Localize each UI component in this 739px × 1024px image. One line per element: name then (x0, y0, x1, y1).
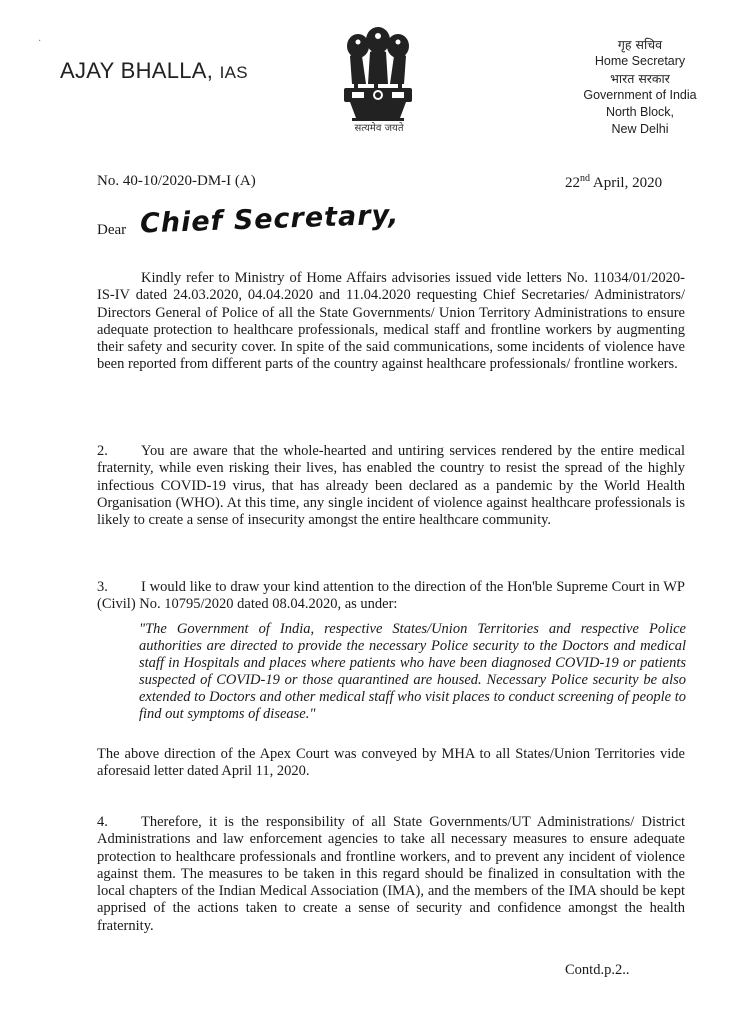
office-line-title: Home Secretary (594, 54, 686, 68)
paragraph-4-text: Therefore, it is the responsibility of all State Governments/UT Administrations/ District Administrations and law enforcement agencies to take all necessary measures to ensure adequate protection to healthcare professionals and frontline workers, and to prevent any incident of violence against them. The measures to be taken in this regard should be finalized in consultation with the local chapters of the Indian Medical Association (IMA), and the members of the IMA should be kept apprised of the actions taken to create a sense of security and confidence amongst the health fraternity. (97, 814, 685, 934)
paragraph-3-text: I would like to draw your kind attention to the direction of the Hon'ble Supreme Court in WP (Civil) No. 10795/2020 dated 08.04.2020, as under: (97, 579, 685, 613)
paragraph-4-number: 4. (97, 814, 108, 830)
paragraph-2-text: You are aware that the whole-hearted and untiring services rendered by the entire medical fraternity, while even risking their lives, has enabled the country to resist the spread of the highly infectious COVID-19 virus, that has already been declared as a pandemic by the World Health Organisation (WHO). At this time, any single incident of violence against healthcare professionals is likely to create a sense of insecurity amongst the entire healthcare community. (97, 443, 685, 529)
paragraph-2 (97, 443, 685, 529)
office-line-building: North Block, (605, 105, 675, 119)
handwritten-addressee: Chief Secretary, (139, 199, 400, 240)
date-suffix: nd (580, 173, 590, 184)
reference-number: No. 40-10/2020-DM-I (A) (97, 173, 256, 189)
office-line-govt: Government of India (583, 88, 697, 102)
sender-suffix: IAS (219, 63, 248, 82)
court-direction-quote: "The Government of India, respective States/Union Territories and respective Police authorities are directed to provide the necessary Police security to the Doctors and medical staff in Hospitals and places where patients who have been diagnosed COVID-19 or patients suspected of COVID-19 or those quarantined are housed. Necessary Police security be also extended to Doctors and other medical staff who visit places to conduct screening of people to find out symptoms of disease." (139, 621, 686, 723)
letter-date (565, 173, 662, 192)
paragraph-3 (97, 579, 685, 614)
paragraph-3-continuation: The above direction of the Apex Court was conveyed by MHA to all States/Union Territories vide aforesaid letter dated April 11, 2020. (97, 746, 685, 780)
date-day: 22 (565, 175, 580, 191)
paragraph-3-number: 3. (97, 579, 108, 595)
office-address-block (560, 36, 720, 138)
corner-mark: · (38, 36, 42, 47)
office-line-city: New Delhi (611, 122, 669, 136)
date-rest: April, 2020 (590, 175, 663, 191)
sender-name-text: AJAY BHALLA, (60, 58, 214, 83)
emblem-motto: सत्यमेव जयते (354, 123, 404, 134)
office-line-hindi-title: गृह सचिव (617, 37, 663, 52)
paragraph-4 (97, 814, 685, 935)
paragraph-2-number: 2. (97, 443, 108, 459)
salutation: Dear (97, 222, 127, 238)
continued-marker: Contd.p.2.. (565, 962, 630, 978)
paragraph-1: Kindly refer to Ministry of Home Affairs advisories issued vide letters No. 11034/01/2020-IS-IV dated 24.03.2020, 04.04.2020 and 11.04.2020 requesting Chief Secretaries/ Administrators/ Directors General of Police of all the State Governments/ Union Territory Administrations to ensure adequate protection to healthcare professionals, medical staff and frontline workers by augmenting their safety and security cover. In spite of the said communications, some incidents of violence have been reported from different parts of the country against healthcare professionals/ frontline workers. (97, 270, 685, 373)
sender-name (60, 58, 248, 84)
office-line-hindi-govt: भारत सरकार (610, 71, 670, 86)
